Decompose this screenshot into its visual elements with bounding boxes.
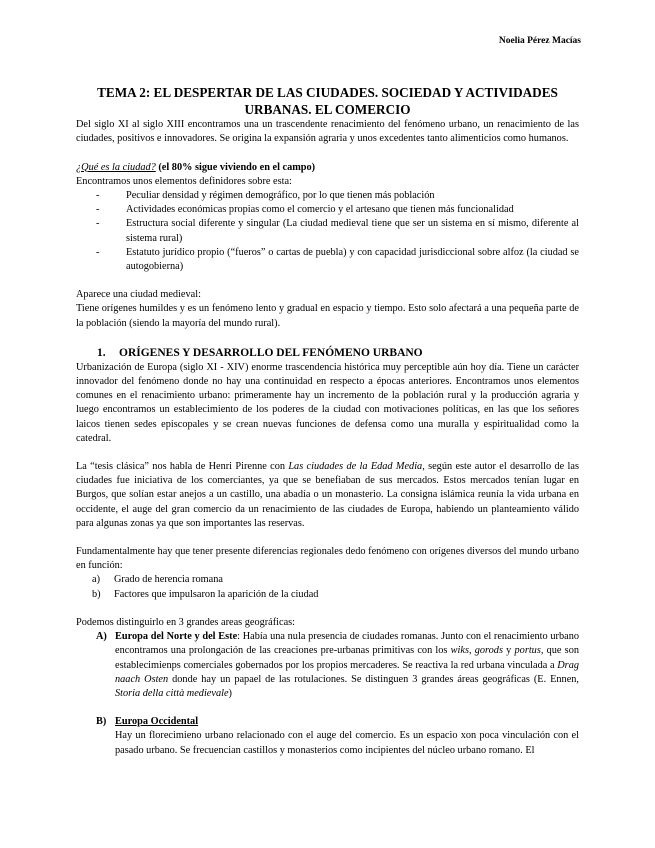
section-paragraph-1: Urbanización de Europa (siglo XI - XIV) enorme trascendencia histórica muy perceptible aún hoy día. Tiene un carácter innovador del fenómeno donde no hay una continuidad en respecto a épocas anteriores. Encontramos unos elementos comunes en el renacimiento urbano: primeramente hay un incremento de la población rural y la producción agraria y luego encontramos un establecimiento de los poderes de la ciudad con motivaciones políticas, en las que los señores laicos tienen sedes episcopales y se crean nuevas funciones de defensa como una muralla y espiritualidad como la catedral. bbox=[76, 361, 579, 444]
list-item: - Estatuto jurídico propio (“fueros” o cartas de puebla) y con capacidad jurisdiccional sobre alfoz (la ciudad se autogobierna) bbox=[126, 246, 579, 274]
list-marker: a) bbox=[92, 574, 100, 586]
region-title: Europa del Norte y del Este bbox=[115, 631, 238, 643]
list-item-text: Grado de herencia romana bbox=[114, 574, 223, 586]
spacer bbox=[76, 602, 579, 616]
text-run: , según este autor el desarrollo de las ciudades fue iniciativa de los comerciantes, ya que se benefiaban de sus mercados. Estos mercados tenían lugar en Burgos, que solían estar anejos a un castillo, una abadía o un monasterio. La consigna islámica reunía la vida urbana en occidente, el auge del gran comercio da un renacimiento de las ciudades de Europa, habiendo un planteamiento válido para algunas zonas ya que son importantes las reservas. bbox=[76, 461, 579, 529]
list-item bbox=[92, 588, 579, 602]
spacer bbox=[76, 531, 579, 545]
text-run: La “tesis clásica” nos habla de Henri Pirenne con bbox=[76, 461, 289, 473]
regions-list bbox=[76, 630, 579, 701]
spacer bbox=[76, 331, 579, 345]
list-marker: A) bbox=[96, 631, 107, 643]
section-number: 1. bbox=[97, 346, 106, 359]
document-title: TEMA 2: EL DESPERTAR DE LAS CIUDADES. SOCIEDAD Y ACTIVIDADES URBANAS. EL COMERCIO bbox=[97, 85, 558, 118]
city-lead: Encontramos unos elementos definidores sobre esta: bbox=[76, 175, 292, 187]
spacer bbox=[76, 701, 579, 715]
list-item: - Peculiar densidad y régimen demográfico, por lo que tienen más población bbox=[126, 189, 579, 203]
text-run: donde hay un papael de las rotulaciones. Se distinguen 3 grandes áreas geográficas (E. Ennen, bbox=[168, 673, 579, 685]
section-heading bbox=[76, 345, 579, 361]
text-run: , que son establecimienps comerciales gobernados por los propios mercaderes. Se reactiva la red urbana vinculada a bbox=[115, 645, 579, 671]
list-item-text: Factores que impulsaron la aparición de la ciudad bbox=[114, 588, 319, 600]
region-item bbox=[96, 715, 579, 758]
italic-term: wiks bbox=[450, 645, 469, 657]
section-paragraph-3: Fundamentalmente hay que tener presente diferencias regionales dedo fenómeno con orígenes diversos del mundo urbano en función: bbox=[76, 546, 579, 572]
spacer bbox=[76, 274, 579, 288]
text-run: : Había una nula presencia de ciudades romanas. Junto con el renacimiento urbano encontramos una prolongación de las creaciones pre-urbanas primitivas con los bbox=[115, 631, 579, 657]
region-title: Europa Occidental bbox=[115, 716, 199, 728]
region-item bbox=[96, 630, 579, 701]
city-question-line bbox=[76, 161, 579, 175]
italic-term: Drag naach Osten bbox=[115, 659, 579, 685]
author-name: Noelia Pérez Macías bbox=[498, 36, 581, 46]
text-run: , bbox=[468, 645, 475, 657]
section-paragraph-4: Podemos distinguirlo en 3 grandes areas geográficas: bbox=[76, 616, 296, 628]
italic-term: portus bbox=[514, 645, 541, 657]
city-elements-list bbox=[76, 189, 579, 274]
italic-term: Storia della città medievale bbox=[115, 687, 229, 699]
city-note: (el 80% sigue viviendo en el campo) bbox=[155, 161, 316, 173]
section-title: ORÍGENES Y DESARROLLO DEL FENÓMENO URBANO bbox=[119, 346, 423, 359]
italic-term: gorods bbox=[474, 645, 503, 657]
region-text: Hay un florecimieno urbano relacionado con el auge del comercio. Es un espacio xon poca vinculación con el pasado urbano. Se frecuencian castillos y monasterios como incipientes del núcleo urbano romano. El bbox=[115, 730, 579, 756]
regions-list bbox=[76, 715, 579, 758]
list-marker: B) bbox=[96, 716, 107, 728]
list-item: - Actividades económicas propias como el comercio y el artesano que tienen más funcionalidad bbox=[126, 203, 579, 217]
list-item: - Estructura social diferente y singular (La ciudad medieval tiene que ser un sistema en sí mismo, diferente al sistema rural) bbox=[126, 217, 579, 245]
book-title: Las ciudades de la Edad Media bbox=[288, 461, 423, 473]
spacer bbox=[76, 446, 579, 460]
text-run: ) bbox=[228, 687, 232, 699]
list-marker: b) bbox=[92, 588, 101, 600]
intro-paragraph: Del siglo XI al siglo XIII encontramos una un trascendente renacimiento del fenómeno urbano, un renacimiento de las ciudades, positivos e innovadores. Se origina la expansión agraria y unos excedentes tanto alimenticios como humanos. bbox=[76, 119, 579, 145]
list-item bbox=[92, 573, 579, 587]
medieval-text: Tiene orígenes humildes y es un fenómeno lento y gradual en espacio y tiempo. Esto solo afectará a una pequeña parte de la población (siendo la mayoría del mundo rural). bbox=[76, 303, 579, 329]
text-run: y bbox=[502, 645, 515, 657]
medieval-label: Aparece una ciudad medieval: bbox=[76, 289, 201, 301]
section-paragraph-2 bbox=[76, 460, 579, 531]
city-question: ¿Qué es la ciudad? bbox=[76, 161, 156, 173]
spacer bbox=[76, 147, 579, 161]
factors-list bbox=[76, 573, 579, 601]
